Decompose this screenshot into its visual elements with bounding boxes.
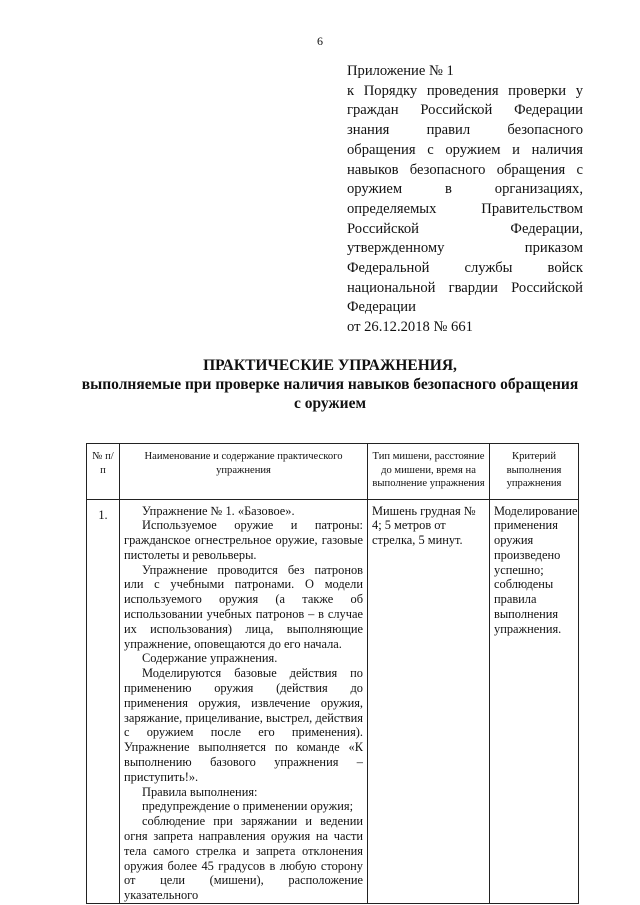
row-target: Мишень грудная № 4; 5 метров от стрелка, 5 минут. <box>368 499 490 904</box>
content-paragraph: предупреждение о применении оружия; <box>142 799 354 814</box>
appendix-block <box>347 62 583 338</box>
table-header-row <box>87 444 579 500</box>
content-paragraph: Используемое оружие и патроны: гражданское огнестрельное оружие, газовые пистолеты и револьверы. <box>124 518 363 562</box>
appendix-date: от 26.12.2018 № 661 <box>347 319 473 336</box>
heading-line-2: выполняемые при проверке наличия навыков безопасного обращения <box>81 376 579 393</box>
exercises-table <box>86 443 579 904</box>
header-content: Наименование и содержание практического упражнения <box>120 444 368 500</box>
content-paragraph: Упражнение № 1. «Базовое». <box>142 503 295 518</box>
document-heading <box>80 356 580 413</box>
row-content <box>120 499 368 904</box>
content-paragraph: Правила выполнения: <box>142 784 258 799</box>
header-criteria: Критерий выполнения упражнения <box>490 444 579 500</box>
content-paragraph: Упражнение проводится без патронов или с учебными патронами. О модели используемого оружия (а также об использовании учебных патронов – в случае их использования) лица, выполняющие упражнение, оповещаются до его начала. <box>124 562 363 651</box>
header-num: № п/п <box>87 444 120 500</box>
header-target: Тип мишени, расстояние до мишени, время на выполнение упражнения <box>368 444 490 500</box>
row-criteria: Моделирование применения оружия произведено успешно; соблюдены правила выполнения упражнения. <box>490 499 579 904</box>
content-paragraph: соблюдение при заряжании и ведении огня запрета направления оружия на части тела самого стрелка и запрета отклонения оружия более 45 градусов в любую сторону от цели (мишени), расположение указательного <box>124 814 363 903</box>
table-row <box>87 499 579 904</box>
heading-line-3: с оружием <box>293 395 367 412</box>
heading-line-1: ПРАКТИЧЕСКИЕ УПРАЖНЕНИЯ, <box>203 357 457 374</box>
appendix-title: Приложение № 1 <box>347 63 454 79</box>
content-paragraph: Содержание упражнения. <box>142 651 278 666</box>
content-paragraph: Моделируются базовые действия по применению оружия (действия до применения оружия, извлечение оружия, заряжание, прицеливание, выстрел, действия с оружием после его применения). Упражнение выполняется по команде «К выполнению базового упражнения – приступить!». <box>124 666 363 784</box>
page-number: 6 <box>317 34 323 48</box>
row-num: 1. <box>87 499 120 904</box>
appendix-body: к Порядку проведения проверки у граждан Российской Федерации знания правил безопасного обращения с оружием и наличия навыков безопасного обращения с оружием в организациях, определяемых Правительством Российской Федерации, утвержденному приказом Федеральной службы войск национальной гвардии Российской Федерации <box>347 82 583 316</box>
